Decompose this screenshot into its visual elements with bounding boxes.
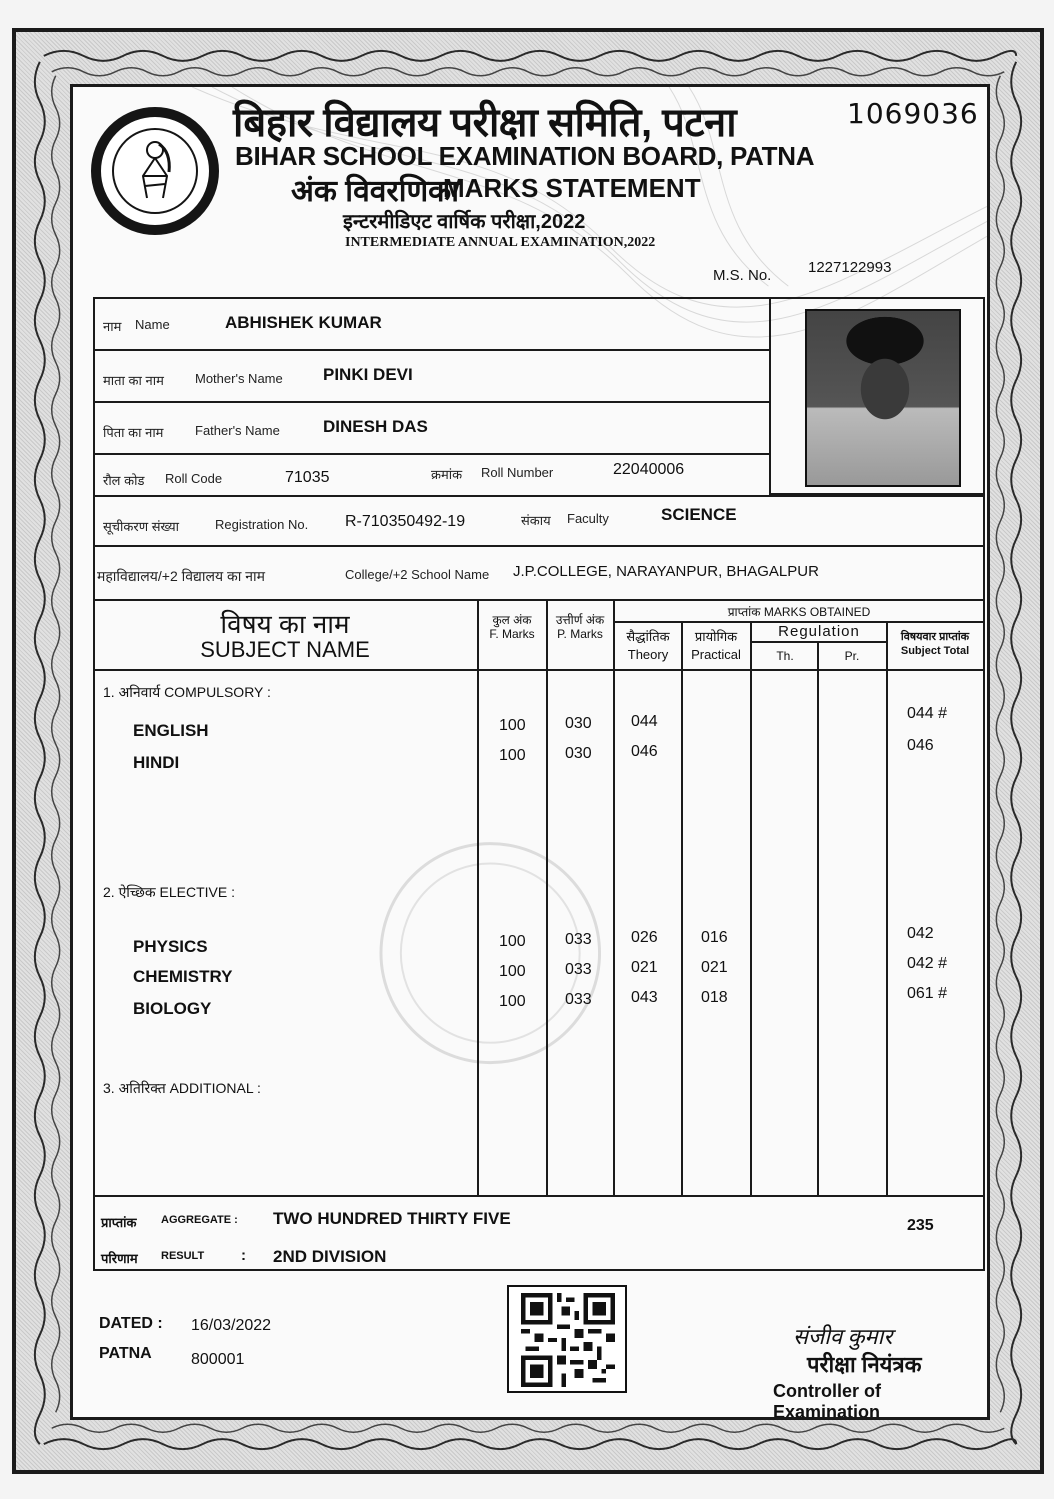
exam-name-english: INTERMEDIATE ANNUAL EXAMINATION,2022 xyxy=(345,235,656,250)
pass-marks: 033 xyxy=(565,931,592,948)
aggregate-result-box xyxy=(95,1195,983,1271)
controller-title-hindi: परीक्षा नियंत्रक xyxy=(807,1352,922,1377)
document-title-hindi: अंक विवरणिका xyxy=(291,175,459,208)
issue-place: PATNA xyxy=(99,1345,152,1362)
board-name-hindi: बिहार विद्यालय परीक्षा समिति, पटना xyxy=(233,101,737,145)
father-name-row xyxy=(95,403,769,455)
full-marks: 100 xyxy=(499,747,526,764)
header-full-marks-hindi: कुल अंक xyxy=(492,613,532,627)
registration-label-hindi: सूचीकरण संख्या xyxy=(103,519,180,534)
subject-name: PHYSICS xyxy=(133,937,208,956)
aggregate-label: AGGREGATE : xyxy=(161,1214,238,1226)
father-name: DINESH DAS xyxy=(323,417,428,436)
place-pin-code: 800001 xyxy=(191,1351,245,1368)
mother-label-hindi: माता का नाम xyxy=(103,373,164,388)
roll-number-label: Roll Number xyxy=(481,465,554,480)
student-name: ABHISHEK KUMAR xyxy=(225,313,382,332)
document-title-english: MARKS STATEMENT xyxy=(443,173,701,203)
father-label-hindi: पिता का नाम xyxy=(103,425,164,440)
ms-number-value: 1227122993 xyxy=(808,259,892,276)
section-compulsory-label: 1. अनिवार्य COMPULSORY : xyxy=(103,684,271,700)
name-label: Name xyxy=(135,317,170,332)
header-regulation: Regulation xyxy=(778,623,860,640)
col-divider xyxy=(886,621,888,1195)
header-pass-marks: P. Marks xyxy=(557,627,603,641)
college-row xyxy=(95,547,983,601)
col-divider xyxy=(750,621,752,1195)
name-label-hindi: नाम xyxy=(103,319,122,334)
mother-name-row xyxy=(95,351,769,403)
faculty-label-hindi: संकाय xyxy=(521,513,551,528)
header-practical-hindi: प्रायोगिक xyxy=(694,629,738,644)
serial-number: 1069036 xyxy=(847,97,979,130)
registration-label: Registration No. xyxy=(215,517,309,532)
father-label: Father's Name xyxy=(195,423,280,438)
marks-table xyxy=(95,601,983,1195)
photo-cell xyxy=(769,299,985,495)
pass-marks: 030 xyxy=(565,745,592,762)
document-body xyxy=(70,84,990,1420)
exam-name-hindi: इन्टरमीडिएट वार्षिक परीक्षा,2022 xyxy=(343,211,586,233)
col-divider xyxy=(546,601,548,1195)
aggregate-total: 235 xyxy=(907,1217,934,1234)
header-subject-hindi: विषय का नाम xyxy=(220,609,350,639)
qr-code-icon xyxy=(507,1285,627,1393)
practical-marks: 021 xyxy=(701,959,728,976)
mother-name: PINKI DEVI xyxy=(323,365,413,384)
header-subject-total: Subject Total xyxy=(900,645,970,657)
subject-total: 061 # xyxy=(907,985,948,1002)
controller-signature: संजीव कुमार xyxy=(793,1324,893,1349)
full-marks: 100 xyxy=(499,717,526,734)
header-regulation-theory: Th. xyxy=(776,649,794,663)
roll-number-label-hindi: क्रमांक xyxy=(431,467,463,482)
header-pass-marks-hindi: उत्तीर्ण अंक xyxy=(555,613,605,627)
pass-marks: 033 xyxy=(565,991,592,1008)
subject-total: 046 xyxy=(907,737,934,754)
marks-statement-form xyxy=(93,297,985,1271)
practical-marks: 018 xyxy=(701,989,728,1006)
subject-name: ENGLISH xyxy=(133,721,209,740)
certificate-sheet xyxy=(12,28,1044,1474)
theory-marks: 021 xyxy=(631,959,658,976)
col-divider xyxy=(681,621,683,1195)
result-colon: : xyxy=(241,1247,246,1264)
faculty-value: SCIENCE xyxy=(661,505,737,524)
subject-name: HINDI xyxy=(133,753,180,772)
roll-row xyxy=(95,455,769,497)
pass-marks: 033 xyxy=(565,961,592,978)
theory-marks: 044 xyxy=(631,713,658,730)
header-marks-obtained: प्राप्तांक MARKS OBTAINED xyxy=(727,605,871,619)
section-elective-label: 2. ऐच्छिक ELECTIVE : xyxy=(103,884,236,900)
subject-name: CHEMISTRY xyxy=(133,967,233,986)
result-label-hindi: परिणाम xyxy=(101,1251,138,1266)
full-marks: 100 xyxy=(499,933,526,950)
full-marks: 100 xyxy=(499,993,526,1010)
header-subject: SUBJECT NAME xyxy=(200,637,370,662)
subject-total: 044 # xyxy=(907,705,948,722)
faculty-label: Faculty xyxy=(567,511,609,526)
col-divider xyxy=(817,641,819,1195)
theory-marks: 046 xyxy=(631,743,658,760)
result-label: RESULT xyxy=(161,1250,205,1262)
registration-row xyxy=(95,495,983,547)
board-emblem-logo xyxy=(91,107,219,235)
header-theory: Theory xyxy=(627,647,669,662)
roll-code-label-hindi: रौल कोड xyxy=(103,473,145,488)
controller-title: Controller of Examination xyxy=(773,1381,881,1420)
roll-code: 71035 xyxy=(285,469,330,486)
result-division: 2ND DIVISION xyxy=(273,1247,387,1266)
col-divider xyxy=(477,601,479,1195)
subject-total: 042 xyxy=(907,925,934,942)
dated-label: DATED : xyxy=(99,1315,163,1332)
college-name: J.P.COLLEGE, NARAYANPUR, BHAGALPUR xyxy=(513,563,819,580)
header-theory-hindi: सैद्धांतिक xyxy=(626,629,670,644)
college-label-hindi: महाविद्यालय/+2 विद्यालय का नाम xyxy=(97,568,266,584)
aggregate-in-words: TWO HUNDRED THIRTY FIVE xyxy=(273,1209,511,1228)
seated-figure-icon xyxy=(125,136,185,206)
table-header-divider xyxy=(95,669,983,671)
issue-date: 16/03/2022 xyxy=(191,1317,272,1334)
pass-marks: 030 xyxy=(565,715,592,732)
ms-number-label: M.S. No. xyxy=(713,267,772,284)
subject-total: 042 # xyxy=(907,955,948,972)
mother-label: Mother's Name xyxy=(195,371,283,386)
header-subject-total-hindi: विषयवार प्राप्तांक xyxy=(900,631,970,643)
section-additional-label: 3. अतिरिक्त ADDITIONAL : xyxy=(103,1080,261,1096)
theory-marks: 026 xyxy=(631,929,658,946)
practical-marks: 016 xyxy=(701,929,728,946)
header-regulation-practical: Pr. xyxy=(844,649,860,663)
roll-code-label: Roll Code xyxy=(165,471,223,486)
board-name-english: BIHAR SCHOOL EXAMINATION BOARD, PATNA xyxy=(235,141,815,171)
col-divider xyxy=(613,601,615,1195)
header-practical: Practical xyxy=(691,647,741,662)
theory-marks: 043 xyxy=(631,989,658,1006)
regulation-divider xyxy=(750,641,886,643)
aggregate-label-hindi: प्राप्तांक xyxy=(101,1215,137,1230)
header-full-marks: F. Marks xyxy=(489,627,535,641)
name-row xyxy=(95,299,769,351)
roll-number: 22040006 xyxy=(613,461,685,478)
registration-number: R-710350492-19 xyxy=(345,513,466,530)
student-photo xyxy=(805,309,961,487)
subject-name: BIOLOGY xyxy=(133,999,212,1018)
college-label: College/+2 School Name xyxy=(345,567,490,582)
full-marks: 100 xyxy=(499,963,526,980)
